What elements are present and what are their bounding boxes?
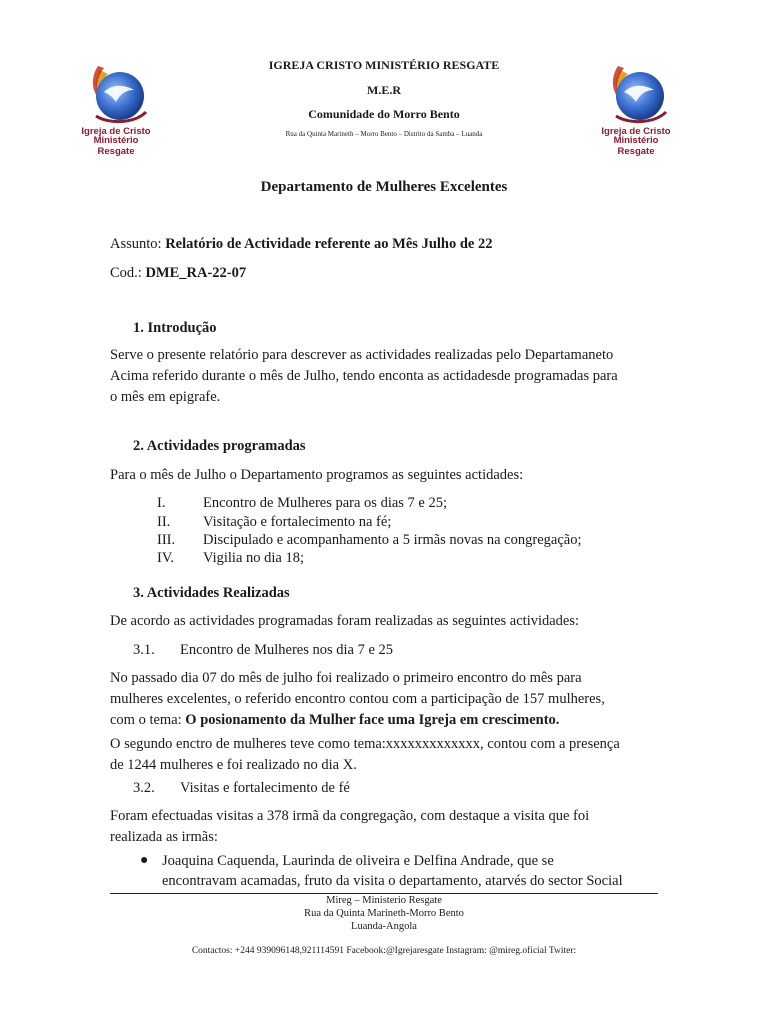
code-line [110, 265, 246, 282]
theme-value: O posionamento da Mulher face uma Igreja em crescimento. [185, 712, 560, 728]
section-programmed-text: Para o mês de Julho o Departamento programos as seguintes actidades: [110, 467, 524, 483]
subsection-title: Visitas e fortalecimento de fé [180, 780, 350, 796]
church-name: IGREJA CRISTO MINISTÉRIO RESGATE [268, 58, 500, 72]
code-value: DME_RA-22-07 [145, 265, 247, 281]
logo-text-line1: Igreja de Cristo [81, 126, 151, 137]
subsection-num: 3.2. [133, 780, 155, 796]
intro-line-1: Serve o presente relatório para descrever as actividades realizadas pelo Departamaneto [110, 347, 614, 363]
code-label: Cod.: [110, 265, 142, 281]
subsection-1-paragraph-2 [110, 734, 670, 776]
intro-line-3: o mês em epigrafe. [110, 389, 221, 405]
list-item-text: Encontro de Mulheres para os dias 7 e 25; [203, 495, 448, 511]
section-programmed-title: 2. Actividades programadas [133, 438, 306, 454]
footer-line-1: Mireg – Ministerio Resgate [326, 895, 442, 906]
section-realized-title: 3. Actividades Realizadas [133, 585, 290, 601]
footer-line-3: Luanda-Angola [351, 921, 417, 932]
list-item-num: III. [157, 532, 176, 548]
community-name: Comunidade do Morro Bento [308, 107, 460, 121]
logo-text-line2: Ministério Resgate [93, 135, 139, 157]
paragraph-line: Foram efectuadas visitas a 378 irmã da congregação, com destaque a visita que foi [110, 808, 590, 824]
paragraph-line: O segundo enctro de mulheres teve como tema:xxxxxxxxxxxxx, contou com a presença [110, 736, 620, 752]
paragraph-line-theme [110, 710, 670, 731]
list-item-num: IV. [157, 550, 175, 566]
bullet-line: Joaquina Caquenda, Laurinda de oliveira e Delfina Andrade, que se [162, 853, 554, 869]
list-item-num: I. [157, 495, 166, 511]
subject-label: Assunto: [110, 236, 162, 252]
paragraph-line: mulheres excelentes, o referido encontro contou com a participação de 157 mulheres, [110, 691, 605, 707]
subject-line [110, 236, 492, 253]
paragraph-line: de 1244 mulheres e foi realizado no dia X. [110, 757, 357, 773]
subsection-title: Encontro de Mulheres nos dia 7 e 25 [180, 642, 394, 658]
department-title: Departamento de Mulheres Excelentes [260, 179, 508, 195]
bullet-icon: ● [140, 853, 149, 868]
section-intro-paragraph [110, 345, 670, 408]
bullet-line: encontravam acamadas, fruto da visita o departamento, atarvés do sector Social [162, 873, 623, 889]
subsection-2-paragraph [110, 806, 670, 848]
intro-line-2: Acima referido durante o mês de Julho, tendo enconta as actidadesde programadas para [110, 368, 618, 384]
logo-text-line2: Ministério Resgate [613, 135, 659, 157]
footer-line-2: Rua da Quinta Marineth-Morro Bento [304, 908, 464, 919]
list-item-num: II. [157, 514, 171, 530]
subject-value: Relatório de Actividade referente ao Mês Julho de 22 [165, 236, 493, 252]
section-intro-title: 1. Introdução [133, 320, 217, 336]
bullet-item [162, 851, 662, 891]
subsection-1-paragraph-1 [110, 668, 670, 731]
list-item-text: Visitação e fortalecimento na fé; [203, 514, 392, 530]
paragraph-line: No passado dia 07 do mês de julho foi realizado o primeiro encontro do mês para [110, 670, 582, 686]
logo-text-line1: Igreja de Cristo [601, 126, 671, 137]
list-item-text: Discipulado e acompanhamento a 5 irmãs novas na congregação; [203, 532, 582, 548]
list-item-text: Vigilia no dia 18; [203, 550, 305, 566]
theme-label: com o tema: [110, 712, 186, 728]
subsection-num: 3.1. [133, 642, 155, 658]
paragraph-line: realizada as irmãs: [110, 829, 218, 845]
footer-divider [110, 893, 658, 894]
church-abbr: M.E.R [367, 83, 401, 97]
church-address: Rua da Quinta Marineth – Morro Bento – Distrito da Samba – Luanda [285, 130, 483, 138]
footer-contacts: Contactos: +244 939096148,921114591 Facebook:@Igrejaresgate Instagram: @mireg.oficial Twiter: [191, 946, 577, 956]
section-realized-text: De acordo as actividades programadas foram realizadas as seguintes actividades: [110, 613, 580, 629]
